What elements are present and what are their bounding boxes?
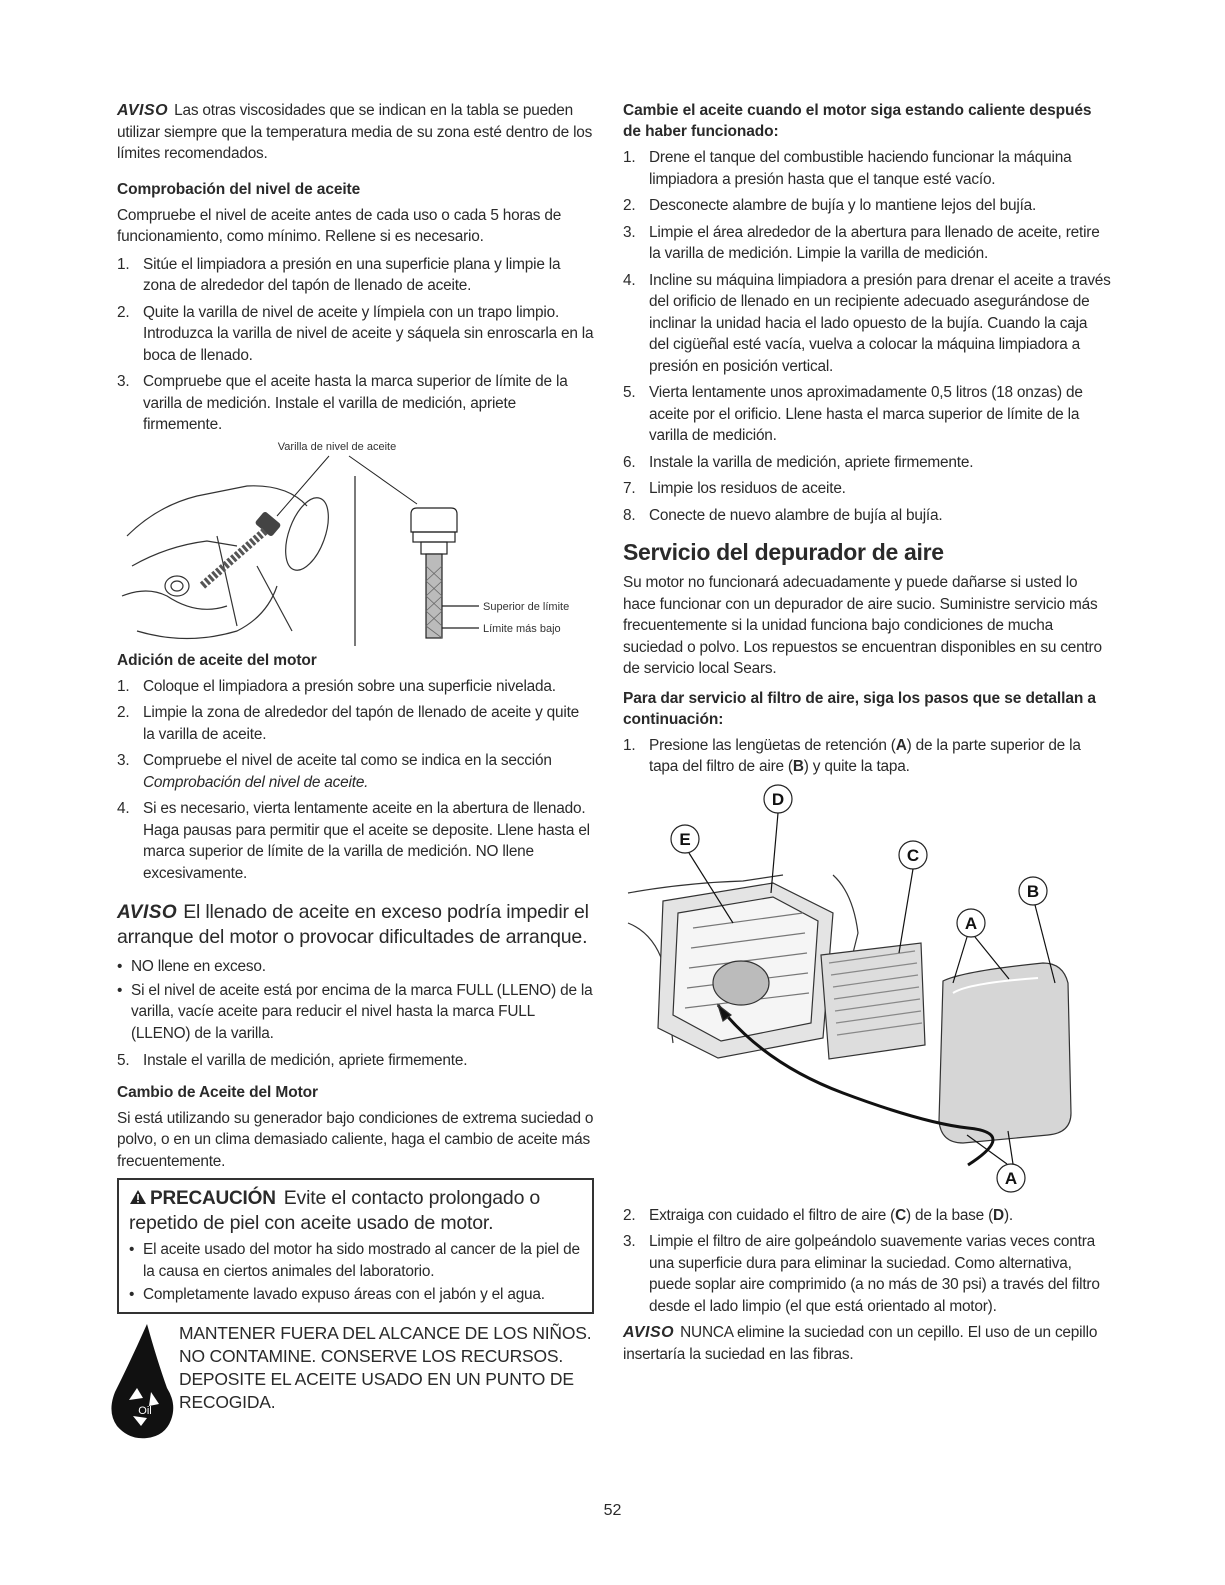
- section-title-oil-change: Cambio de Aceite del Motor: [117, 1083, 318, 1101]
- list-item: 4. Incline su máquina limpiadora a presión para drenar el aceite a través del orificio de llenado en un recipiente adecuado asegurándose de inclinar la unidad hacia el lado opuesto de la bujía. Cuando la caja del cigüeñal esté vacía, vuelva a colocar la máquina limpiadora a presión en posición vertical.: [623, 271, 1111, 375]
- overfill-bullets: [117, 956, 594, 1044]
- oil-check-steps: [117, 254, 594, 436]
- section-title-air-cleaner: Servicio del depurador de aire: [623, 539, 944, 565]
- left-column: [117, 100, 594, 1442]
- page-number: 52: [603, 1502, 622, 1519]
- list-item: 3. Limpie el filtro de aire golpeándolo suavemente varias veces contra una superficie dura para eliminar la suciedad. Como alternativa, puede soplar aire comprimido (a no más de 30 psi) a través del filtro desde el lado limpio (el que está orientado al motor).: [623, 1233, 1100, 1315]
- dipstick-label-upper: Superior de límite: [483, 600, 570, 613]
- list-item: • NO llene en exceso.: [117, 956, 594, 978]
- list-item: 1. Presione las lengüetas de retención (A) de la parte superior de la tapa del filtro de aire (B) y quite la tapa.: [623, 736, 1081, 775]
- list-item: 1. Drene el tanque del combustible haciendo funcionar la máquina limpiadora a presión hasta que el tanque esté vacío.: [623, 149, 1072, 188]
- list-item: • El aceite usado del motor ha sido mostrado al cancer de la piel de la causa en ciertos animales del laboratorio.: [129, 1239, 582, 1282]
- caution-text: Evite el contacto prolongado o repetido de piel con aceite usado de motor.: [129, 1187, 541, 1234]
- aviso-note-viscosity: [117, 100, 594, 165]
- list-item: • Completamente lavado expuso áreas con el jabón y el agua.: [129, 1284, 582, 1306]
- list-item: 3. Limpie el área alrededor de la abertura para llenado de aceite, retire la varilla de medición. Limpie la varilla de medición.: [623, 223, 1100, 262]
- air-cleaner-step-1: [623, 735, 1111, 778]
- dipstick-figure: [117, 436, 594, 648]
- list-item: 1. Coloque el limpiadora a presión sobre una superficie nivelada.: [117, 677, 556, 695]
- dipstick-illustration: [117, 436, 594, 648]
- list-item: 6. Instale la varilla de medición, apriete firmemente.: [623, 453, 974, 471]
- air-filter-illustration: [623, 783, 1111, 1205]
- right-column: [623, 100, 1111, 1365]
- list-item: 3. Compruebe que el aceite hasta la marca superior de límite de la varilla de medición. Instale el varilla de medición, apriete firmemente.: [117, 373, 568, 433]
- air-cleaner-subtitle: Para dar servicio al filtro de aire, siga los pasos que se detallan a continuación:: [623, 689, 1096, 728]
- callout-b: B: [1026, 881, 1040, 901]
- callout-c: C: [906, 845, 920, 865]
- section-title-add-oil: Adición de aceite del motor: [117, 651, 317, 669]
- warning-icon: [129, 1189, 147, 1205]
- list-item: 4. Si es necesario, vierta lentamente aceite en la abertura de llenado. Haga pausas para permitir que el aceite se deposite. Llene hasta el marca superior de límite de la varilla de medición. NO llene excesivamente.: [117, 800, 590, 882]
- caution-box: [117, 1178, 594, 1314]
- callout-e: E: [679, 829, 691, 849]
- section-title-oil-check: Comprobación del nivel de aceite: [117, 180, 361, 198]
- list-item: 5. Vierta lentamente unos aproximadamente 0,5 litros (18 onzas) de aceite por el orificio. Llene hasta el marca superior de límite de la varilla de medición.: [623, 384, 1083, 444]
- aviso-note-overfill: [117, 900, 594, 950]
- add-oil-steps: [117, 676, 594, 885]
- caution-bullets: [129, 1239, 582, 1306]
- caution-heading: [129, 1186, 582, 1236]
- aviso-text: NUNCA elimine la suciedad con un cepillo. El uso de un cepillo insertaría la suciedad en las fibras.: [623, 1324, 1098, 1363]
- list-item: 8. Conecte de nuevo alambre de bujía al bujía.: [623, 506, 943, 524]
- aviso-text: El llenado de aceite en exceso podría impedir el arranque del motor o provocar dificultades de arranque.: [117, 901, 589, 948]
- list-item: • Si el nivel de aceite está por encima de la marca FULL (LLENO) de la varilla, vacíe aceite para reducir el nivel hasta la marca FULL (LLENO) de la varilla.: [117, 980, 594, 1045]
- dipstick-detached: [411, 508, 457, 638]
- air-filter-figure: [623, 783, 1111, 1205]
- section-title-change-hot: Cambie el aceite cuando el motor siga estando caliente después de haber funcionado:: [623, 102, 1092, 140]
- callout-a-top: A: [964, 913, 978, 933]
- aviso-label: AVISO: [117, 102, 169, 119]
- caution-label: PRECAUCIÓN: [129, 1188, 276, 1209]
- list-item: 7. Limpie los residuos de aceite.: [623, 480, 846, 497]
- list-item: 2. Desconecte alambre de bujía y lo mantiene lejos del bujía.: [623, 197, 1037, 214]
- add-oil-step-5: [117, 1050, 594, 1072]
- section-reference: Comprobación del nivel de aceite.: [143, 773, 369, 791]
- aviso-label: AVISO: [117, 902, 178, 923]
- oil-recycling-notice: [117, 1320, 594, 1442]
- air-cleaner-steps-2-3: [623, 1205, 1111, 1318]
- callout-a-bottom: A: [1004, 1168, 1018, 1188]
- dipstick-label-top: Varilla de nivel de aceite: [277, 440, 397, 453]
- list-item: 2. Quite la varilla de nivel de aceite y límpiela con un trapo limpio. Introduzca la varilla de nivel de aceite y sáquela sin enroscarla en la boca de llenado.: [117, 303, 594, 364]
- oil-notice-text: MANTENER FUERA DEL ALCANCE DE LOS NIÑOS. NO CONTAMINE. CONSERVE LOS RECURSOS. DEPOSITE EL ACEITE USADO EN UN PUNTO DE RECOGIDA.: [179, 1322, 592, 1412]
- list-item: 2. Limpie la zona de alrededor del tapón de llenado de aceite y quite la varilla de aceite.: [117, 704, 580, 743]
- air-cleaner-intro: Su motor no funcionará adecuadamente y puede dañarse si usted lo hace funcionar con un depurador de aire sucio. Suministre servicio más frecuentemente si la unidad funciona bajo condiciones de mucha suciedad o polvo. Los repuestos se encuentran disponibles en su centro de servicio local Sears.: [623, 574, 1102, 677]
- list-item: 5. Instale el varilla de medición, apriete firmemente.: [117, 1052, 468, 1069]
- oil-icon-text: Oil: [138, 1404, 152, 1417]
- oil-recycle-icon: [107, 1320, 175, 1440]
- list-item: 3. Compruebe el nivel de aceite tal como se indica en la sección Comprobación del nivel de aceite.: [117, 752, 552, 791]
- dipstick-in-engine: [202, 510, 282, 585]
- oil-change-text: Si está utilizando su generador bajo condiciones de extrema suciedad o polvo, o en un clima demasiado caliente, haga el cambio de aceite más frecuentemente.: [117, 1109, 594, 1170]
- dipstick-label-lower: Límite más bajo: [483, 622, 561, 635]
- aviso-label: AVISO: [623, 1324, 675, 1341]
- list-item: 1. Sitúe el limpiadora a presión en una superficie plana y limpie la zona de alrededor del tapón de llenado de aceite.: [117, 255, 561, 294]
- aviso-note-brush: [623, 1322, 1111, 1365]
- callout-d: D: [771, 789, 785, 809]
- list-item: 2. Extraiga con cuidado el filtro de aire (C) de la base (D).: [623, 1206, 1013, 1224]
- aviso-text: Las otras viscosidades que se indican en la tabla se pueden utilizar siempre que la temperatura media de su zona esté dentro de los límites recomendados.: [117, 102, 593, 162]
- change-hot-steps: [623, 147, 1111, 526]
- oil-check-intro: Compruebe el nivel de aceite antes de cada uso o cada 5 horas de funcionamiento, como mínimo. Rellene si es necesario.: [117, 206, 562, 245]
